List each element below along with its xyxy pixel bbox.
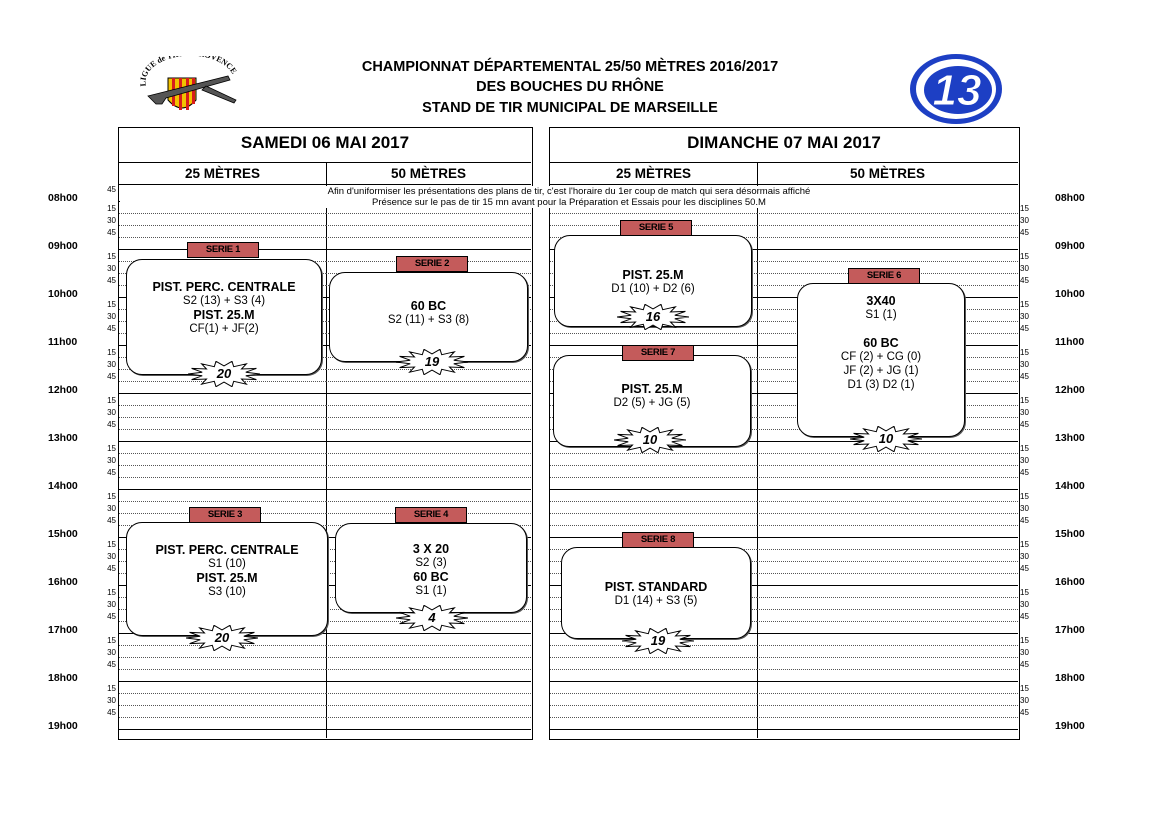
hour-line (326, 681, 531, 682)
minute-label: 15 (1020, 252, 1029, 261)
serie-tag-3: SERIE 3 (189, 507, 261, 523)
day-header-saturday: SAMEDI 06 MAI 2017 (240, 133, 410, 152)
quarter-line (757, 561, 1018, 562)
info-note (120, 186, 1018, 208)
serie-line: PIST. 25.M (193, 308, 255, 322)
hour-line (119, 441, 326, 442)
quarter-line (326, 693, 531, 694)
quarter-line (550, 669, 757, 670)
hour-label: 19h00 (1055, 720, 1085, 732)
quarter-line (550, 333, 757, 334)
minute-label: 30 (1020, 696, 1029, 705)
svg-text:13: 13 (932, 66, 982, 115)
quarter-line (326, 501, 531, 502)
minute-label: 45 (1020, 516, 1029, 525)
serie-line: S1 (1) (865, 309, 897, 321)
hour-label: 16h00 (48, 576, 78, 588)
serie-line: PIST. PERC. CENTRALE (152, 280, 296, 294)
shooter-count-burst-8 (622, 628, 694, 654)
quarter-line (119, 657, 326, 658)
serie-line: PIST. 25.M (196, 571, 258, 585)
serie-line: PIST. 25.M (622, 268, 684, 282)
minute-label: 45 (1020, 276, 1029, 285)
minute-label: 15 (107, 348, 116, 357)
serie-line: PIST. 25.M (621, 382, 683, 396)
quarter-line (757, 513, 1018, 514)
info-note-line-2: Présence sur le pas de tir 15 mn avant pour la Préparation et Essais pour les disciplines 50.M (372, 197, 766, 208)
quarter-line (119, 225, 326, 226)
minute-label: 30 (1020, 648, 1029, 657)
bouches-du-rhone-13-logo (908, 51, 1004, 127)
minute-label: 15 (1020, 300, 1029, 309)
minute-label: 45 (107, 708, 116, 717)
quarter-line (326, 657, 531, 658)
quarter-line (119, 501, 326, 502)
serie-tag-2: SERIE 2 (396, 256, 468, 272)
minute-label: 30 (107, 552, 116, 561)
serie-box-6 (797, 283, 965, 437)
quarter-line (119, 693, 326, 694)
quarter-line (757, 609, 1018, 610)
shooter-count: 19 (424, 354, 440, 369)
shooter-count: 10 (642, 432, 658, 447)
hour-line (119, 729, 326, 730)
quarter-line (119, 429, 326, 430)
col-header-sat-25m: 25 MÈTRES (184, 166, 261, 181)
quarter-line (757, 573, 1018, 574)
hour-line (119, 393, 326, 394)
hour-label: 09h00 (1055, 240, 1085, 252)
minute-label: 15 (107, 684, 116, 693)
hour-label: 14h00 (48, 480, 78, 492)
serie-line: 60 BC (863, 336, 899, 350)
quarter-line (757, 705, 1018, 706)
shooter-count: 4 (428, 610, 436, 625)
quarter-line (326, 237, 531, 238)
minute-label: 30 (107, 696, 116, 705)
shooter-count-burst-5 (617, 304, 689, 330)
minute-label: 15 (1020, 348, 1029, 357)
minute-label: 30 (107, 456, 116, 465)
quarter-line (757, 477, 1018, 478)
serie-line: D1 (10) + D2 (6) (611, 283, 695, 295)
minute-label: 45 (107, 612, 116, 621)
quarter-line (119, 213, 326, 214)
quarter-line (119, 453, 326, 454)
minute-label: 30 (107, 648, 116, 657)
serie-line: S1 (10) (208, 558, 246, 570)
serie-line: S3 (10) (208, 586, 246, 598)
info-note-line-1: Afin d'uniformiser les présentations des plans de tir, c'est l'horaire du 1er coup de match qui sera désormais affiché (327, 186, 811, 197)
hour-line (757, 249, 1018, 250)
serie-tag-7: SERIE 7 (622, 345, 694, 361)
quarter-line (757, 237, 1018, 238)
minute-label: 15 (107, 444, 116, 453)
minute-label: 15 (107, 300, 116, 309)
minute-label: 30 (107, 600, 116, 609)
serie-box-1 (126, 259, 322, 375)
shooter-count-burst-4 (396, 605, 468, 631)
minute-label: 15 (1020, 588, 1029, 597)
quarter-line (550, 465, 757, 466)
hour-label: 17h00 (48, 624, 78, 636)
quarter-line (757, 525, 1018, 526)
quarter-line (326, 381, 531, 382)
serie-line: 60 BC (413, 570, 449, 584)
shooter-count: 10 (878, 431, 894, 446)
quarter-line (119, 669, 326, 670)
quarter-line (119, 717, 326, 718)
quarter-line (326, 465, 531, 466)
minute-label: 45 (1020, 612, 1029, 621)
minute-label: 15 (1020, 492, 1029, 501)
hour-label: 08h00 (1055, 192, 1085, 204)
quarter-line (757, 621, 1018, 622)
serie-line: S2 (3) (415, 557, 447, 569)
serie-tag-1: SERIE 1 (187, 242, 259, 258)
serie-line (798, 322, 964, 336)
shooter-count: 20 (216, 366, 232, 381)
hour-label: 08h00 (48, 192, 78, 204)
divider (550, 162, 1018, 163)
minute-label: 30 (1020, 360, 1029, 369)
hour-line (757, 585, 1018, 586)
minute-label: 30 (107, 408, 116, 417)
hour-line (550, 489, 757, 490)
hour-label: 13h00 (1055, 432, 1085, 444)
hour-line (326, 633, 531, 634)
hour-line (550, 681, 757, 682)
hour-line (326, 249, 531, 250)
minute-label: 30 (1020, 504, 1029, 513)
minute-label: 45 (1020, 708, 1029, 717)
quarter-line (550, 513, 757, 514)
title-line-3: STAND DE TIR MUNICIPAL DE MARSEILLE (422, 100, 718, 116)
serie-line: 60 BC (410, 299, 447, 313)
serie-line: PIST. PERC. CENTRALE (155, 543, 299, 557)
quarter-line (119, 465, 326, 466)
day-header-sunday: DIMANCHE 07 MAI 2017 (687, 133, 881, 152)
quarter-line (757, 693, 1018, 694)
hour-label: 12h00 (1055, 384, 1085, 396)
quarter-line (326, 645, 531, 646)
minute-label: 15 (1020, 444, 1029, 453)
quarter-line (119, 477, 326, 478)
minute-label: 15 (107, 492, 116, 501)
minute-label: 45 (107, 185, 116, 194)
quarter-line (326, 405, 531, 406)
hour-label: 18h00 (1055, 672, 1085, 684)
serie-tag-8: SERIE 8 (622, 532, 694, 548)
hour-label: 12h00 (48, 384, 78, 396)
minute-label: 45 (107, 660, 116, 669)
serie-line: D2 (5) + JG (5) (613, 397, 691, 409)
shooter-count: 19 (650, 633, 666, 648)
minute-label: 30 (1020, 456, 1029, 465)
hour-label: 11h00 (1055, 336, 1085, 348)
quarter-line (550, 453, 757, 454)
minute-label: 45 (107, 420, 116, 429)
serie-line: CF (2) + CG (0) (840, 351, 922, 363)
minute-label: 45 (1020, 420, 1029, 429)
quarter-line (757, 465, 1018, 466)
minute-label: 30 (1020, 408, 1029, 417)
hour-line (757, 537, 1018, 538)
shooter-count: 20 (214, 630, 230, 645)
serie-tag-5: SERIE 5 (620, 220, 692, 236)
hour-line (550, 729, 757, 730)
quarter-line (757, 549, 1018, 550)
minute-label: 30 (107, 504, 116, 513)
col-header-sun-25m: 25 MÈTRES (615, 166, 692, 181)
minute-label: 15 (107, 636, 116, 645)
quarter-line (550, 525, 757, 526)
divider (550, 184, 1018, 185)
minute-label: 45 (1020, 228, 1029, 237)
minute-label: 45 (107, 228, 116, 237)
minute-label: 15 (107, 540, 116, 549)
hour-label: 17h00 (1055, 624, 1085, 636)
serie-line: S2 (13) + S3 (4) (182, 295, 266, 307)
quarter-line (119, 705, 326, 706)
minute-label: 15 (1020, 396, 1029, 405)
serie-line: 3 X 20 (412, 542, 450, 556)
hour-label: 10h00 (48, 288, 78, 300)
title-line-1: CHAMPIONNAT DÉPARTEMENTAL 25/50 MÈTRES 2016/2017 (361, 59, 779, 75)
minute-label: 45 (1020, 324, 1029, 333)
minute-label: 15 (1020, 204, 1029, 213)
quarter-line (550, 657, 757, 658)
serie-box-4 (335, 523, 527, 613)
minute-label: 30 (1020, 552, 1029, 561)
quarter-line (119, 405, 326, 406)
hour-line (757, 681, 1018, 682)
hour-label: 11h00 (48, 336, 78, 348)
hour-label: 10h00 (1055, 288, 1085, 300)
quarter-line (757, 597, 1018, 598)
quarter-line (757, 717, 1018, 718)
minute-label: 30 (107, 312, 116, 321)
minute-label: 30 (1020, 312, 1029, 321)
shooter-count: 16 (645, 309, 661, 324)
quarter-line (757, 501, 1018, 502)
hour-line (326, 441, 531, 442)
minute-label: 45 (107, 276, 116, 285)
hour-line (119, 489, 326, 490)
minute-label: 30 (1020, 264, 1029, 273)
minute-label: 30 (1020, 216, 1029, 225)
minute-label: 15 (107, 588, 116, 597)
serie-line: JF (2) + JG (1) (843, 365, 919, 377)
minute-label: 45 (107, 372, 116, 381)
minute-label: 30 (107, 264, 116, 273)
minute-label: 45 (107, 564, 116, 573)
shooter-count-burst-7 (614, 427, 686, 453)
quarter-line (757, 669, 1018, 670)
serie-tag-4: SERIE 4 (395, 507, 467, 523)
minute-label: 30 (1020, 600, 1029, 609)
quarter-line (326, 717, 531, 718)
quarter-line (119, 417, 326, 418)
serie-box-8 (561, 547, 751, 639)
serie-line: PIST. STANDARD (604, 580, 708, 594)
minute-label: 30 (107, 216, 116, 225)
shooter-count-burst-6 (850, 426, 922, 452)
hour-label: 18h00 (48, 672, 78, 684)
minute-label: 45 (1020, 660, 1029, 669)
minute-label: 15 (1020, 540, 1029, 549)
minute-label: 15 (1020, 684, 1029, 693)
hour-line (757, 633, 1018, 634)
serie-line: 3X40 (866, 294, 896, 308)
hour-label: 15h00 (48, 528, 78, 540)
quarter-line (757, 453, 1018, 454)
hour-line (326, 489, 531, 490)
serie-tag-6: SERIE 6 (848, 268, 920, 284)
shooter-count-burst-3 (186, 625, 258, 651)
quarter-line (326, 705, 531, 706)
shooter-count-burst-1 (188, 361, 260, 387)
quarter-line (326, 669, 531, 670)
hour-line (757, 729, 1018, 730)
serie-line: CF(1) + JF(2) (189, 323, 259, 335)
minute-label: 15 (107, 204, 116, 213)
hour-label: 13h00 (48, 432, 78, 444)
quarter-line (326, 453, 531, 454)
hour-line (119, 681, 326, 682)
quarter-line (757, 213, 1018, 214)
quarter-line (757, 261, 1018, 262)
quarter-line (757, 657, 1018, 658)
serie-line: D1 (3) D2 (1) (847, 379, 915, 391)
quarter-line (326, 429, 531, 430)
quarter-line (757, 645, 1018, 646)
hour-line (326, 729, 531, 730)
minute-label: 45 (107, 516, 116, 525)
quarter-line (326, 477, 531, 478)
quarter-line (550, 717, 757, 718)
hour-label: 15h00 (1055, 528, 1085, 540)
quarter-line (326, 213, 531, 214)
quarter-line (326, 417, 531, 418)
quarter-line (326, 225, 531, 226)
quarter-line (550, 477, 757, 478)
col-header-sat-50m: 50 MÈTRES (390, 166, 467, 181)
quarter-line (550, 705, 757, 706)
minute-label: 45 (107, 324, 116, 333)
title-line-2: DES BOUCHES DU RHÔNE (476, 79, 664, 95)
minute-label: 45 (1020, 564, 1029, 573)
minute-label: 15 (107, 396, 116, 405)
minute-label: 45 (1020, 372, 1029, 381)
hour-label: 16h00 (1055, 576, 1085, 588)
minute-label: 15 (107, 252, 116, 261)
col-header-sun-50m: 50 MÈTRES (849, 166, 926, 181)
serie-line: D1 (14) + S3 (5) (614, 595, 698, 607)
hour-label: 14h00 (1055, 480, 1085, 492)
divider (119, 162, 531, 163)
minute-label: 30 (107, 360, 116, 369)
minute-label: 45 (1020, 468, 1029, 477)
minute-label: 45 (107, 468, 116, 477)
serie-line: S1 (1) (415, 585, 447, 597)
svg-text:LIGUE de TIR de PROVENCE: LIGUE de T VENCE (138, 56, 239, 87)
hour-label: 19h00 (48, 720, 78, 732)
hour-label: 09h00 (48, 240, 78, 252)
shooter-count-burst-2 (396, 349, 468, 375)
quarter-line (550, 213, 757, 214)
ligue-provence-logo (136, 56, 240, 120)
serie-box-3 (126, 522, 328, 636)
minute-label: 15 (1020, 636, 1029, 645)
quarter-line (757, 225, 1018, 226)
quarter-line (119, 237, 326, 238)
hour-line (326, 393, 531, 394)
serie-line: S2 (11) + S3 (8) (387, 314, 470, 326)
quarter-line (550, 693, 757, 694)
quarter-line (550, 501, 757, 502)
divider (119, 184, 531, 185)
hour-line (757, 489, 1018, 490)
